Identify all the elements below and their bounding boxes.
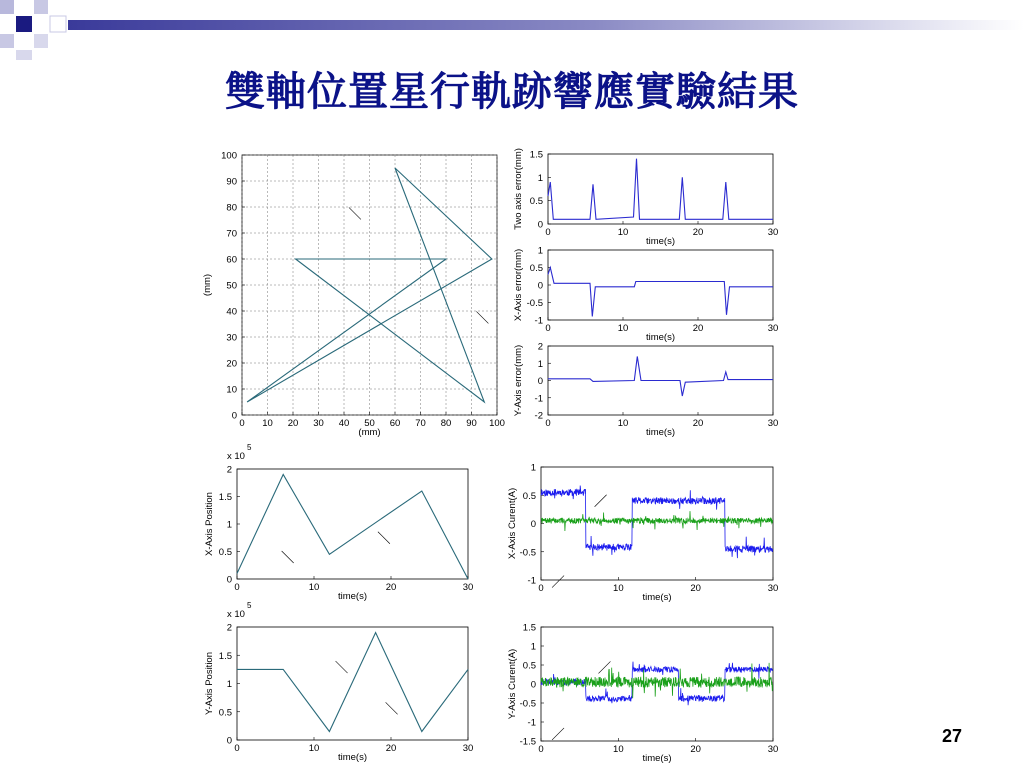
chart-y-axis-position bbox=[204, 601, 473, 763]
y-tick-label: 0.5 bbox=[522, 660, 536, 672]
y-tick-label: -2 bbox=[534, 410, 543, 422]
x-axis-label: time(s) bbox=[645, 332, 676, 343]
y-tick-label: 40 bbox=[226, 306, 237, 318]
y-tick-label: 50 bbox=[226, 280, 237, 292]
y-tick-label: 0.5 bbox=[529, 263, 543, 274]
y-tick-label: -1 bbox=[534, 315, 543, 327]
y-tick-label: 1 bbox=[537, 172, 543, 184]
axis-exponent-power: 5 bbox=[247, 443, 252, 452]
y-tick-label: 1 bbox=[530, 641, 536, 653]
y-tick-label: 2 bbox=[226, 622, 232, 634]
x-tick-label: 20 bbox=[690, 583, 701, 594]
x-tick-label: 20 bbox=[692, 418, 704, 429]
y-tick-label: 30 bbox=[226, 332, 237, 344]
x-axis-label: time(s) bbox=[337, 752, 368, 763]
x-tick-label: 10 bbox=[308, 582, 320, 593]
y-tick-label: 80 bbox=[226, 202, 237, 214]
y-tick-label: 1 bbox=[537, 245, 543, 257]
y-tick-label: -0.5 bbox=[519, 698, 536, 710]
x-tick-label: 30 bbox=[767, 323, 779, 334]
y-tick-label: -0.5 bbox=[526, 298, 543, 309]
y-tick-label: 0 bbox=[226, 574, 232, 586]
y-axis-label: (mm) bbox=[202, 273, 213, 297]
y-tick-label: 20 bbox=[226, 358, 237, 370]
x-axis-label: time(s) bbox=[642, 592, 672, 603]
x-tick-label: 10 bbox=[617, 418, 629, 429]
x-axis-label: time(s) bbox=[337, 591, 368, 602]
y-tick-label: -1 bbox=[527, 575, 536, 587]
axis-exponent: x 10 bbox=[227, 451, 245, 462]
y-axis-label: Y-Axis Position bbox=[204, 651, 215, 716]
y-tick-label: 1.5 bbox=[522, 622, 536, 634]
plot-frame bbox=[541, 467, 773, 580]
x-tick-label: 20 bbox=[385, 582, 397, 593]
chart-x-axis-current bbox=[507, 463, 778, 604]
y-tick-label: -1 bbox=[527, 717, 536, 729]
y-axis-label: X-Axis Position bbox=[204, 492, 215, 556]
slide-title: 雙軸位置星行軌跡響應實驗結果 bbox=[225, 68, 799, 115]
plot-frame bbox=[237, 469, 468, 579]
y-tick-label: 0.5 bbox=[522, 490, 536, 502]
chart-x-axis-error bbox=[513, 246, 778, 344]
y-tick-label: 70 bbox=[226, 228, 237, 240]
chart-x-axis-position bbox=[204, 443, 473, 602]
y-tick-label: 1 bbox=[226, 679, 232, 690]
x-tick-label: 30 bbox=[767, 227, 779, 238]
x-tick-label: 30 bbox=[767, 744, 779, 755]
x-tick-label: 10 bbox=[262, 418, 273, 429]
chart-y-axis-error bbox=[513, 342, 778, 439]
plot-frame bbox=[237, 627, 468, 740]
x-tick-label: 30 bbox=[462, 582, 474, 593]
y-tick-label: 1 bbox=[226, 519, 232, 531]
x-tick-label: 90 bbox=[466, 418, 477, 429]
y-tick-label: 0 bbox=[530, 519, 536, 530]
chart-xy bbox=[202, 151, 505, 439]
y-tick-label: 60 bbox=[226, 254, 237, 266]
chart-y-axis-current bbox=[507, 623, 778, 765]
y-tick-label: 0 bbox=[231, 410, 237, 422]
y-tick-label: 0 bbox=[226, 735, 232, 747]
x-tick-label: 40 bbox=[338, 418, 350, 429]
y-tick-label: 0 bbox=[537, 280, 543, 292]
x-tick-label: 20 bbox=[692, 227, 704, 238]
y-axis-label: X-Axis error(mm) bbox=[513, 248, 524, 322]
x-tick-label: 0 bbox=[545, 418, 551, 429]
y-tick-label: 1.5 bbox=[529, 149, 543, 161]
x-tick-label: 20 bbox=[385, 743, 397, 754]
x-axis-label: time(s) bbox=[645, 236, 676, 247]
y-axis-label: Y-Axis Curent(A) bbox=[507, 648, 518, 720]
x-tick-label: 0 bbox=[234, 582, 240, 593]
x-tick-label: 0 bbox=[239, 418, 245, 429]
x-tick-label: 10 bbox=[613, 583, 624, 594]
page-number: 27 bbox=[941, 726, 962, 746]
x-tick-label: 100 bbox=[489, 418, 505, 429]
y-tick-label: 0 bbox=[537, 376, 543, 387]
y-tick-label: 10 bbox=[226, 384, 237, 396]
x-tick-label: 20 bbox=[690, 744, 701, 755]
x-axis-label: time(s) bbox=[642, 753, 672, 764]
x-tick-label: 10 bbox=[617, 227, 629, 238]
x-tick-label: 10 bbox=[613, 744, 624, 755]
x-axis-label: time(s) bbox=[645, 427, 676, 438]
x-tick-label: 60 bbox=[389, 418, 401, 429]
y-tick-label: 0.5 bbox=[529, 196, 543, 208]
axis-exponent-power: 5 bbox=[247, 601, 252, 610]
x-axis-label: (mm) bbox=[358, 427, 381, 438]
x-tick-label: 30 bbox=[313, 418, 324, 429]
x-tick-label: 50 bbox=[364, 418, 375, 429]
x-tick-label: 30 bbox=[462, 743, 474, 754]
x-tick-label: 0 bbox=[234, 743, 240, 754]
x-tick-label: 30 bbox=[767, 583, 779, 594]
y-tick-label: 1 bbox=[537, 358, 543, 370]
y-axis-label: Y-Axis error(mm) bbox=[513, 344, 524, 417]
y-tick-label: 90 bbox=[226, 176, 237, 188]
x-tick-label: 0 bbox=[545, 323, 551, 334]
y-tick-label: 2 bbox=[537, 341, 543, 353]
x-tick-label: 0 bbox=[545, 227, 551, 238]
x-tick-label: 20 bbox=[692, 323, 704, 334]
x-tick-label: 80 bbox=[440, 418, 452, 429]
y-tick-label: 0.5 bbox=[218, 707, 232, 719]
y-tick-label: 2 bbox=[226, 464, 232, 476]
y-tick-label: 0 bbox=[537, 219, 543, 231]
y-tick-label: 1.5 bbox=[218, 650, 232, 662]
x-tick-label: 70 bbox=[415, 418, 426, 429]
chart-two-axis-error bbox=[513, 148, 778, 247]
y-tick-label: -1.5 bbox=[519, 736, 536, 748]
x-tick-label: 0 bbox=[538, 583, 544, 594]
x-tick-label: 10 bbox=[308, 743, 320, 754]
y-tick-label: -0.5 bbox=[519, 547, 536, 559]
y-axis-label: X-Axis Curent(A) bbox=[507, 487, 518, 560]
y-axis-label: Two axis error(mm) bbox=[513, 148, 524, 230]
plot-frame bbox=[548, 250, 773, 320]
y-tick-label: 100 bbox=[221, 150, 237, 162]
y-tick-label: 1 bbox=[530, 462, 536, 474]
plot-frame bbox=[548, 154, 773, 224]
y-tick-label: -1 bbox=[534, 393, 543, 405]
x-tick-label: 30 bbox=[767, 418, 779, 429]
axis-exponent: x 10 bbox=[227, 609, 245, 620]
x-tick-label: 10 bbox=[617, 323, 629, 334]
y-tick-label: 0 bbox=[530, 679, 536, 691]
y-tick-label: 1.5 bbox=[218, 492, 232, 503]
x-tick-label: 20 bbox=[287, 418, 299, 429]
y-tick-label: 0.5 bbox=[218, 547, 232, 558]
x-tick-label: 0 bbox=[538, 744, 544, 755]
